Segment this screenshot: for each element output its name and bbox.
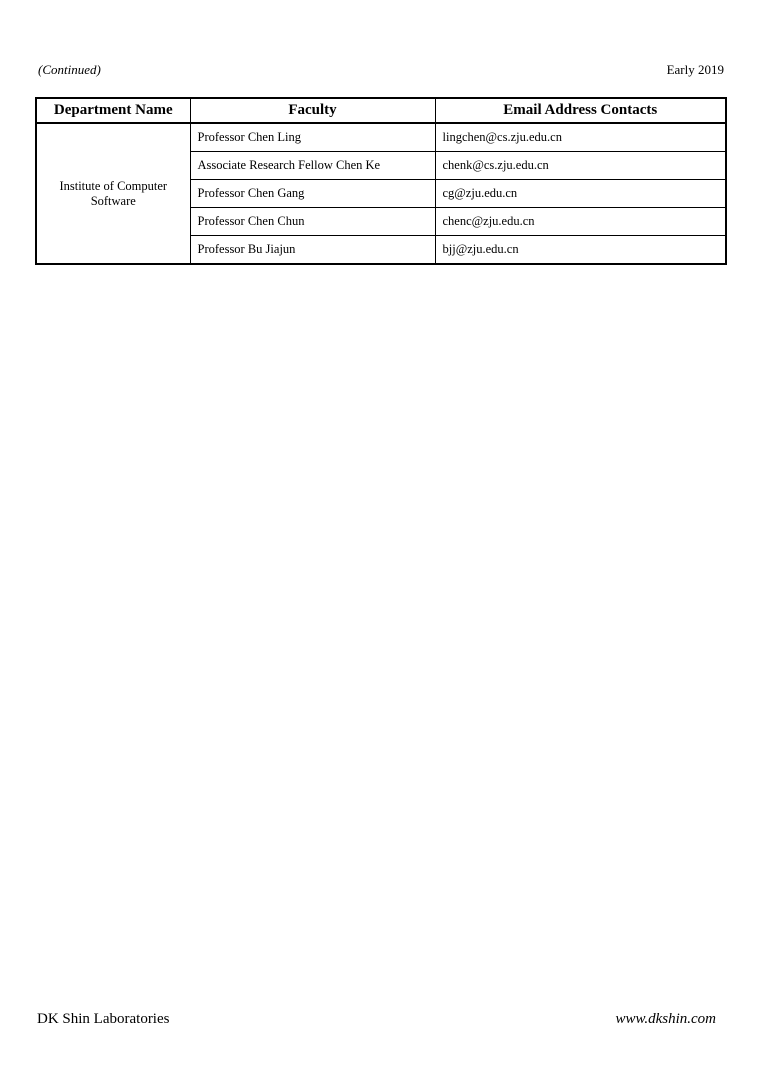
column-header-department: Department Name: [36, 98, 190, 123]
column-header-faculty: Faculty: [190, 98, 435, 123]
table-row: [36, 123, 726, 152]
table-body: [36, 123, 726, 264]
faculty-cell: Professor Chen Chun: [190, 208, 435, 236]
email-cell: cg@zju.edu.cn: [435, 180, 726, 208]
continued-label: (Continued): [38, 62, 101, 77]
faculty-cell: Professor Bu Jiajun: [190, 236, 435, 265]
column-header-email: Email Address Contacts: [435, 98, 726, 123]
footer-publisher: DK Shin Laboratories: [37, 1011, 170, 1027]
faculty-contacts-table: [35, 97, 727, 265]
email-cell: lingchen@cs.zju.edu.cn: [435, 123, 726, 152]
footer-website: www.dkshin.com: [615, 1011, 716, 1027]
email-cell: chenc@zju.edu.cn: [435, 208, 726, 236]
table-header: [36, 98, 726, 123]
faculty-cell: Professor Chen Ling: [190, 123, 435, 152]
department-cell: Institute of Computer Software: [36, 123, 190, 264]
page-date: Early 2019: [666, 62, 724, 77]
faculty-cell: Associate Research Fellow Chen Ke: [190, 152, 435, 180]
email-cell: chenk@cs.zju.edu.cn: [435, 152, 726, 180]
header-row: [36, 98, 726, 123]
faculty-cell: Professor Chen Gang: [190, 180, 435, 208]
email-cell: bjj@zju.edu.cn: [435, 236, 726, 265]
